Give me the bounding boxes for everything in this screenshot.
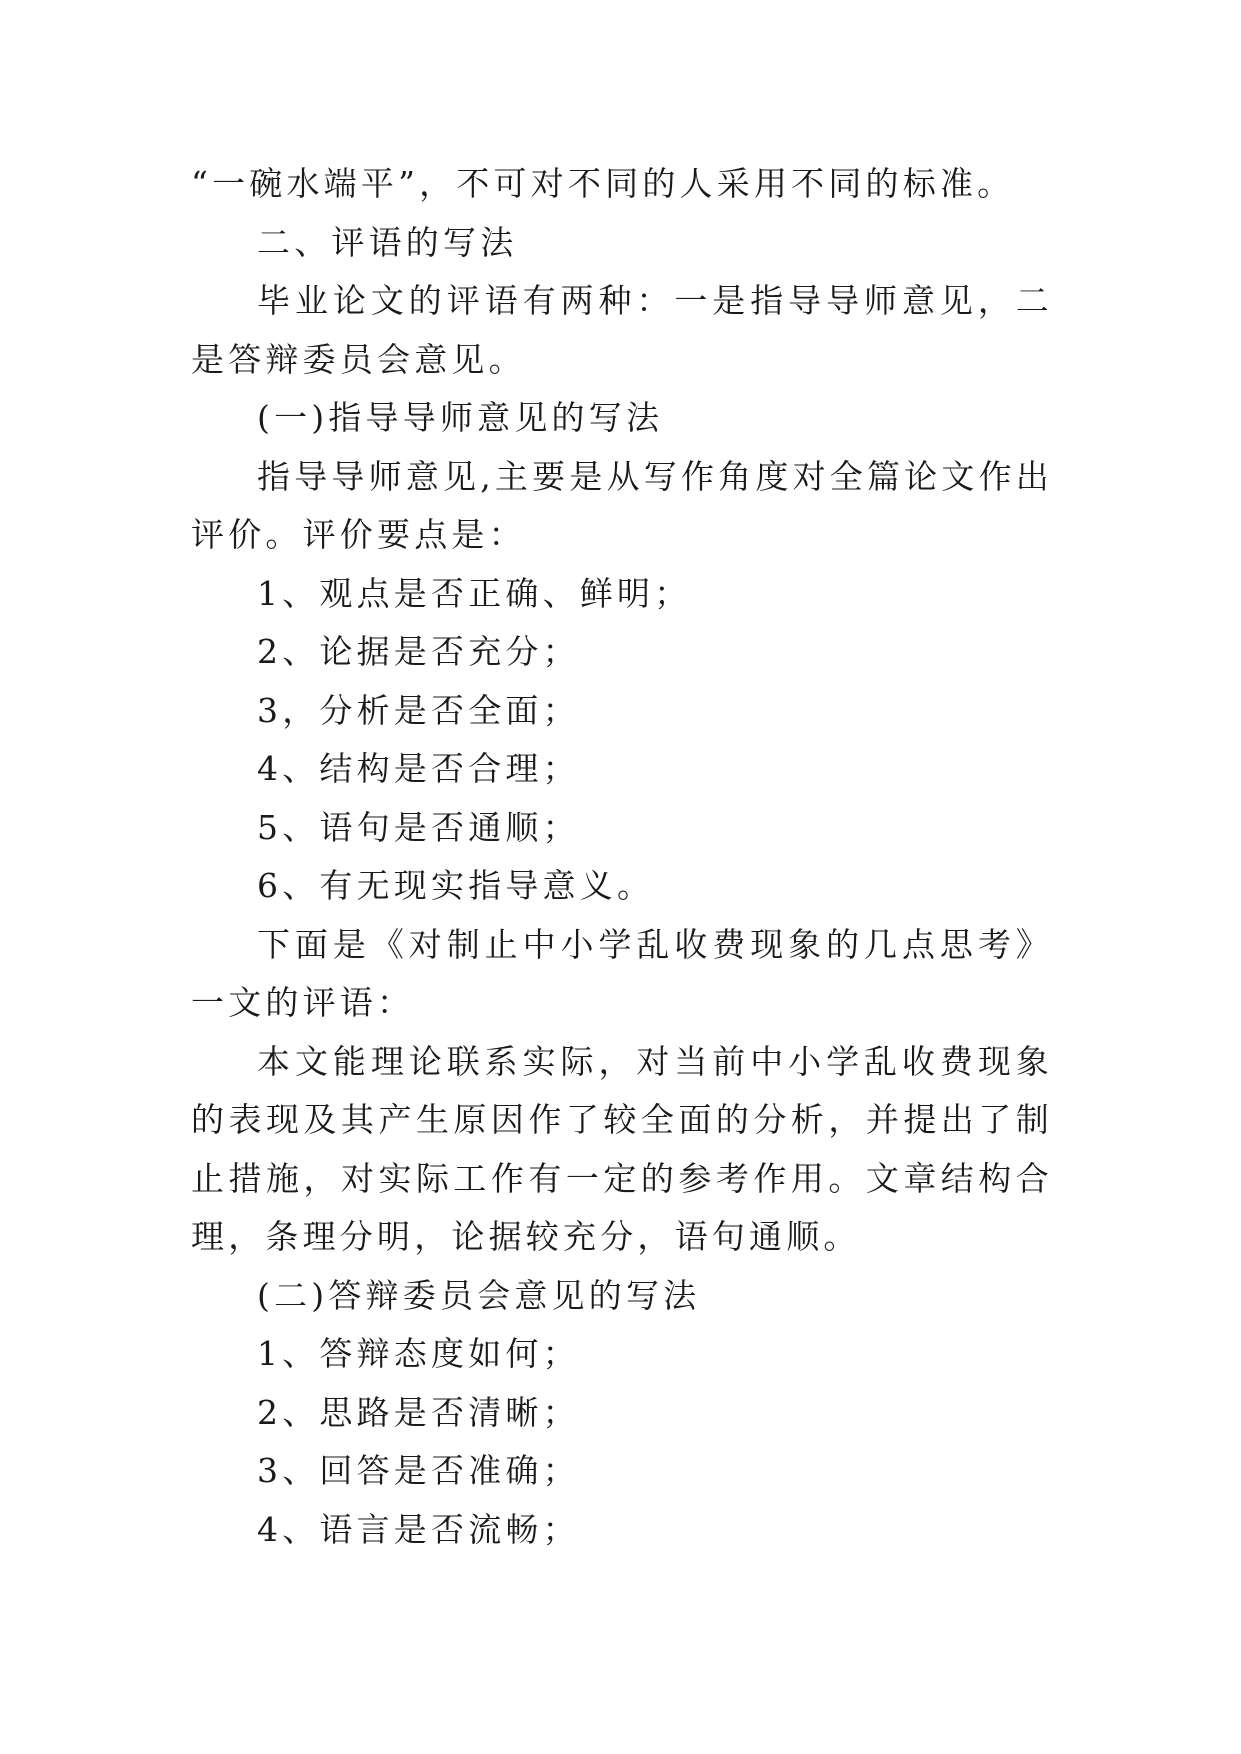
list-item: 4、结构是否合理； bbox=[257, 749, 580, 788]
list-item: 2、论据是否充分； bbox=[257, 632, 580, 671]
list-item: 5、语句是否通顺； bbox=[257, 807, 580, 847]
list-item: 2、思路是否清晰； bbox=[257, 1392, 580, 1432]
paragraph-comment-types: 毕业论文的评语有两种：一是指导导师意见，二是答辩委员会意见。 bbox=[191, 281, 1053, 379]
list-item: 6、有无现实指导意义。 bbox=[257, 866, 655, 905]
list-item: 1、观点是否正确、鲜明； bbox=[257, 573, 692, 613]
paragraph-supervisor-opinion: 指导导师意见,主要是从写作角度对全篇论文作出评价。评价要点是： bbox=[191, 456, 1053, 554]
list-item: 3、回答是否准确； bbox=[257, 1451, 580, 1490]
paragraph-example-comment: 本文能理论联系实际，对当前中小学乱收费现象的表现及其产生原因作了较全面的分析，并提出了制止措施，对实际工作有一定的参考作用。文章结构合理，条理分明，论据较充分，语句通顺。 bbox=[191, 1041, 1053, 1256]
section-heading-comment-writing: 二、评语的写法 bbox=[257, 222, 518, 262]
paragraph-example-intro: 下面是《对制止中小学乱收费现象的几点思考》一文的评语： bbox=[191, 924, 1053, 1022]
list-item: 3，分析是否全面； bbox=[257, 690, 580, 730]
document-body bbox=[191, 155, 1053, 1559]
subheading-supervisor-opinion: (一)指导导师意见的写法 bbox=[257, 398, 664, 437]
list-item: 1、答辩态度如何； bbox=[257, 1334, 580, 1373]
list-item: 4、语言是否流畅； bbox=[257, 1509, 580, 1549]
paragraph-continuation: “一碗水端平”，不可对不同的人采用不同的标准。 bbox=[191, 164, 1015, 203]
subheading-committee-opinion: (二)答辩委员会意见的写法 bbox=[257, 1275, 701, 1315]
